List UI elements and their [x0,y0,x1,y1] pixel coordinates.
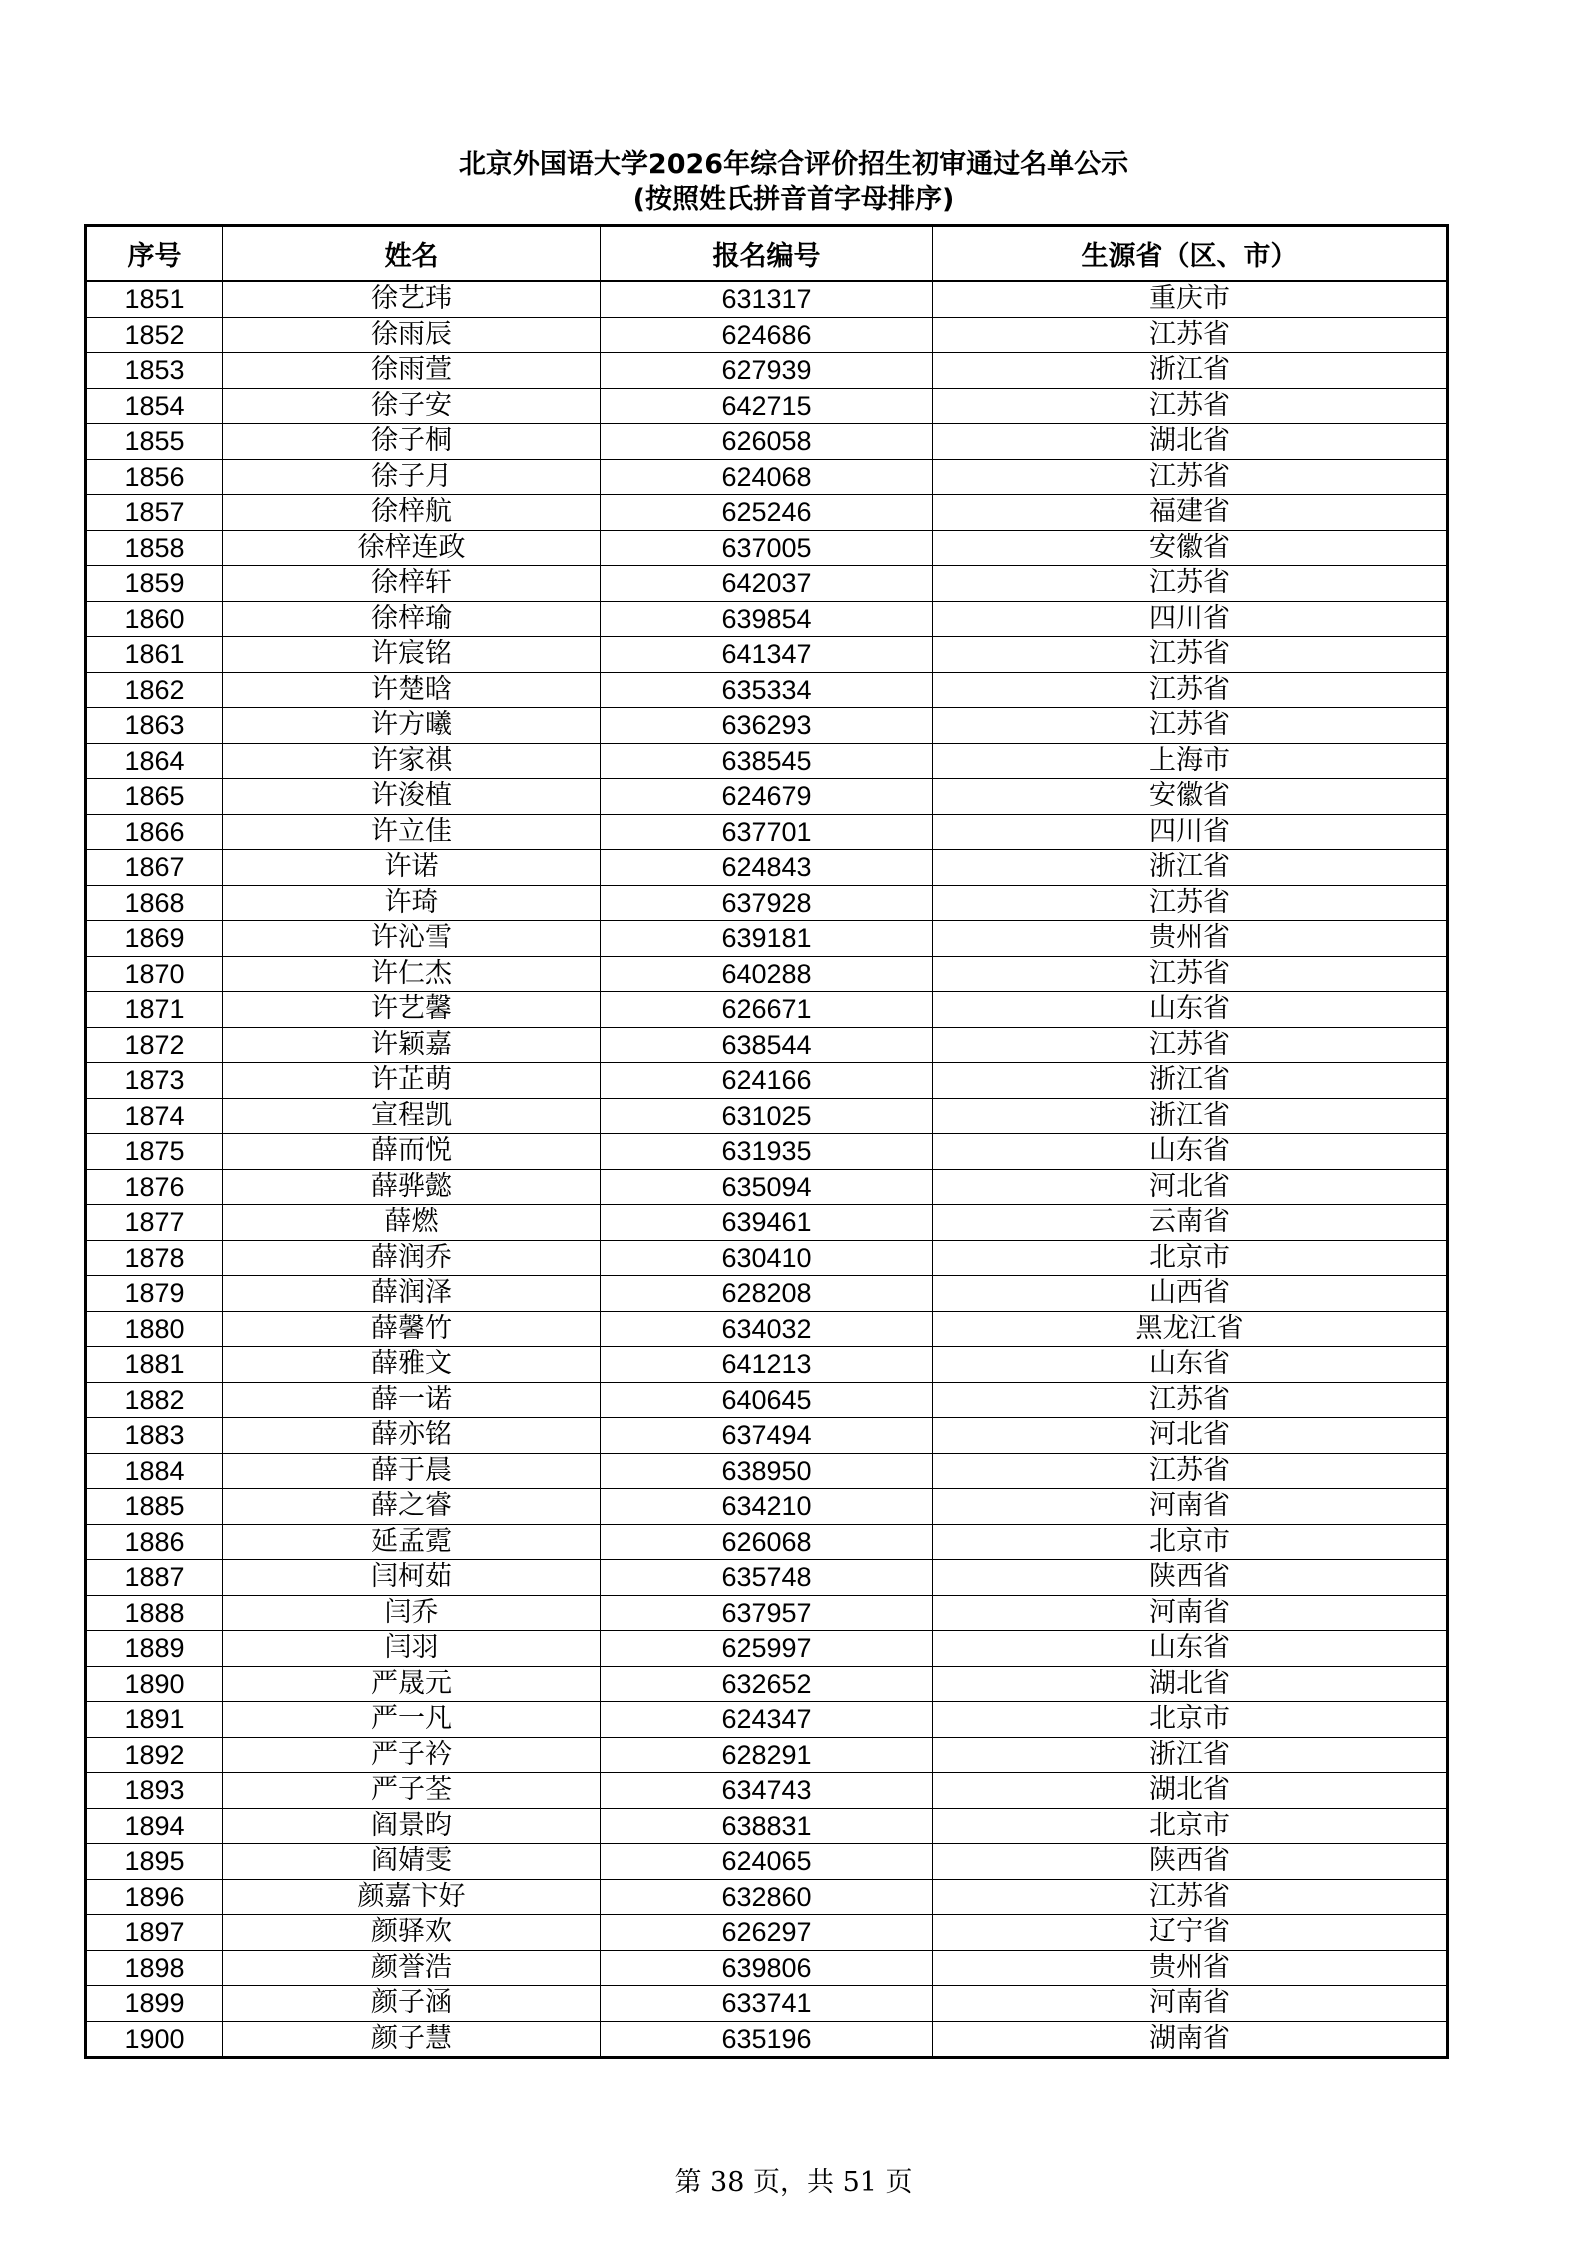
registration-number-cell: 624065 [601,1844,933,1880]
serial-number-cell: 1884 [86,1453,223,1489]
registration-number-cell: 641347 [601,637,933,673]
table-row [86,1595,1448,1631]
origin-province-cell: 河南省 [933,1595,1448,1631]
serial-number-cell: 1885 [86,1489,223,1525]
origin-province-cell: 河北省 [933,1418,1448,1454]
registration-number-cell: 627939 [601,353,933,389]
origin-province-cell: 安徽省 [933,530,1448,566]
name-cell: 徐梓瑜 [223,601,601,637]
origin-province-cell: 江苏省 [933,672,1448,708]
name-cell: 阎景昀 [223,1808,601,1844]
serial-number-cell: 1875 [86,1134,223,1170]
origin-province-cell: 浙江省 [933,1098,1448,1134]
serial-number-cell: 1862 [86,672,223,708]
registration-number-cell: 626058 [601,424,933,460]
name-cell: 薛而悦 [223,1134,601,1170]
table-row [86,424,1448,460]
registration-number-cell: 624166 [601,1063,933,1099]
registration-number-cell: 624679 [601,779,933,815]
origin-province-cell: 湖北省 [933,1666,1448,1702]
registration-number-cell: 628208 [601,1276,933,1312]
table-row [86,353,1448,389]
serial-number-cell: 1868 [86,885,223,921]
name-cell: 薛一诺 [223,1382,601,1418]
name-cell: 延孟霓 [223,1524,601,1560]
origin-province-cell: 贵州省 [933,921,1448,957]
serial-number-cell: 1886 [86,1524,223,1560]
origin-province-cell: 重庆市 [933,281,1448,317]
origin-province-cell: 山东省 [933,992,1448,1028]
serial-number-cell: 1894 [86,1808,223,1844]
header-registration-number: 报名编号 [601,226,933,282]
registration-number-cell: 626068 [601,1524,933,1560]
table-row [86,708,1448,744]
origin-province-cell: 北京市 [933,1240,1448,1276]
table-row [86,1418,1448,1454]
origin-province-cell: 四川省 [933,814,1448,850]
table-row [86,1489,1448,1525]
name-cell: 薛润泽 [223,1276,601,1312]
name-cell: 颜子慧 [223,2021,601,2058]
name-cell: 许芷萌 [223,1063,601,1099]
name-cell: 薛于晨 [223,1453,601,1489]
origin-province-cell: 湖南省 [933,2021,1448,2058]
name-cell: 薛之睿 [223,1489,601,1525]
origin-province-cell: 江苏省 [933,1879,1448,1915]
serial-number-cell: 1882 [86,1382,223,1418]
header-name: 姓名 [223,226,601,282]
name-cell: 阎婧雯 [223,1844,601,1880]
serial-number-cell: 1899 [86,1986,223,2022]
name-cell: 颜嘉卞好 [223,1879,601,1915]
name-cell: 徐雨辰 [223,317,601,353]
table-row [86,1844,1448,1880]
serial-number-cell: 1853 [86,353,223,389]
serial-number-cell: 1880 [86,1311,223,1347]
name-cell: 严子衿 [223,1737,601,1773]
table-row [86,1240,1448,1276]
table-row [86,1027,1448,1063]
registration-number-cell: 628291 [601,1737,933,1773]
name-cell: 许立佳 [223,814,601,850]
registration-number-cell: 639806 [601,1950,933,1986]
origin-province-cell: 四川省 [933,601,1448,637]
table-row [86,1631,1448,1667]
table-row [86,2021,1448,2058]
name-cell: 徐梓轩 [223,566,601,602]
table-row [86,1773,1448,1809]
name-cell: 闫柯茹 [223,1560,601,1596]
registration-number-cell: 635094 [601,1169,933,1205]
origin-province-cell: 贵州省 [933,1950,1448,1986]
serial-number-cell: 1873 [86,1063,223,1099]
serial-number-cell: 1861 [86,637,223,673]
name-cell: 严一凡 [223,1702,601,1738]
table-row [86,921,1448,957]
origin-province-cell: 安徽省 [933,779,1448,815]
table-row [86,459,1448,495]
registration-number-cell: 624843 [601,850,933,886]
origin-province-cell: 山东省 [933,1631,1448,1667]
serial-number-cell: 1887 [86,1560,223,1596]
origin-province-cell: 福建省 [933,495,1448,531]
serial-number-cell: 1859 [86,566,223,602]
table-row [86,1098,1448,1134]
name-cell: 许楚晗 [223,672,601,708]
table-row [86,1950,1448,1986]
origin-province-cell: 江苏省 [933,708,1448,744]
registration-number-cell: 637494 [601,1418,933,1454]
registration-number-cell: 624686 [601,317,933,353]
serial-number-cell: 1878 [86,1240,223,1276]
origin-province-cell: 陕西省 [933,1560,1448,1596]
origin-province-cell: 浙江省 [933,1737,1448,1773]
serial-number-cell: 1874 [86,1098,223,1134]
name-cell: 薛燃 [223,1205,601,1241]
registration-number-cell: 624068 [601,459,933,495]
table-row [86,850,1448,886]
name-cell: 许艺馨 [223,992,601,1028]
table-row [86,1986,1448,2022]
table-row [86,1063,1448,1099]
registration-number-cell: 625246 [601,495,933,531]
table-row [86,637,1448,673]
name-cell: 颜誉浩 [223,1950,601,1986]
serial-number-cell: 1866 [86,814,223,850]
registration-number-cell: 632652 [601,1666,933,1702]
table-row [86,317,1448,353]
serial-number-cell: 1863 [86,708,223,744]
registration-number-cell: 635196 [601,2021,933,2058]
name-cell: 徐子安 [223,388,601,424]
name-cell: 宣程凯 [223,1098,601,1134]
name-cell: 薛骅懿 [223,1169,601,1205]
table-row [86,814,1448,850]
table-row [86,1915,1448,1951]
origin-province-cell: 湖北省 [933,1773,1448,1809]
table-body [86,281,1448,2058]
origin-province-cell: 江苏省 [933,566,1448,602]
registration-number-cell: 625997 [601,1631,933,1667]
registration-number-cell: 642037 [601,566,933,602]
serial-number-cell: 1898 [86,1950,223,1986]
registration-number-cell: 631317 [601,281,933,317]
serial-number-cell: 1872 [86,1027,223,1063]
origin-province-cell: 山西省 [933,1276,1448,1312]
registration-number-cell: 638544 [601,1027,933,1063]
serial-number-cell: 1855 [86,424,223,460]
name-cell: 许琦 [223,885,601,921]
origin-province-cell: 浙江省 [933,353,1448,389]
table-row [86,779,1448,815]
origin-province-cell: 河南省 [933,1489,1448,1525]
name-cell: 薛亦铭 [223,1418,601,1454]
name-cell: 徐梓航 [223,495,601,531]
origin-province-cell: 北京市 [933,1702,1448,1738]
admission-list-table [84,224,1449,2059]
table-row [86,1347,1448,1383]
serial-number-cell: 1867 [86,850,223,886]
table-row [86,992,1448,1028]
serial-number-cell: 1857 [86,495,223,531]
registration-number-cell: 642715 [601,388,933,424]
registration-number-cell: 640645 [601,1382,933,1418]
origin-province-cell: 黑龙江省 [933,1311,1448,1347]
registration-number-cell: 636293 [601,708,933,744]
registration-number-cell: 624347 [601,1702,933,1738]
serial-number-cell: 1877 [86,1205,223,1241]
serial-number-cell: 1865 [86,779,223,815]
name-cell: 许家祺 [223,743,601,779]
serial-number-cell: 1890 [86,1666,223,1702]
origin-province-cell: 北京市 [933,1808,1448,1844]
name-cell: 严子荃 [223,1773,601,1809]
table-row [86,1666,1448,1702]
origin-province-cell: 北京市 [933,1524,1448,1560]
table-row [86,1453,1448,1489]
registration-number-cell: 635748 [601,1560,933,1596]
registration-number-cell: 626671 [601,992,933,1028]
table-row [86,885,1448,921]
registration-number-cell: 637701 [601,814,933,850]
origin-province-cell: 湖北省 [933,424,1448,460]
serial-number-cell: 1856 [86,459,223,495]
name-cell: 徐艺玮 [223,281,601,317]
name-cell: 闫羽 [223,1631,601,1667]
origin-province-cell: 江苏省 [933,1382,1448,1418]
registration-number-cell: 641213 [601,1347,933,1383]
table-row [86,672,1448,708]
origin-province-cell: 上海市 [933,743,1448,779]
table-row [86,1311,1448,1347]
registration-number-cell: 631935 [601,1134,933,1170]
table-row [86,956,1448,992]
serial-number-cell: 1900 [86,2021,223,2058]
registration-number-cell: 637957 [601,1595,933,1631]
serial-number-cell: 1854 [86,388,223,424]
registration-number-cell: 640288 [601,956,933,992]
serial-number-cell: 1879 [86,1276,223,1312]
table-row [86,1382,1448,1418]
origin-province-cell: 陕西省 [933,1844,1448,1880]
origin-province-cell: 河北省 [933,1169,1448,1205]
serial-number-cell: 1888 [86,1595,223,1631]
name-cell: 许浚植 [223,779,601,815]
page-footer: 第 38 页，共 51 页 [674,2167,913,2198]
serial-number-cell: 1851 [86,281,223,317]
table-row [86,1205,1448,1241]
header-serial-number: 序号 [86,226,223,282]
name-cell: 许诺 [223,850,601,886]
registration-number-cell: 638950 [601,1453,933,1489]
origin-province-cell: 浙江省 [933,850,1448,886]
table-header-row [86,226,1448,282]
origin-province-cell: 江苏省 [933,637,1448,673]
table-row [86,1737,1448,1773]
serial-number-cell: 1891 [86,1702,223,1738]
registration-number-cell: 638545 [601,743,933,779]
table-row [86,281,1448,317]
origin-province-cell: 江苏省 [933,317,1448,353]
table-row [86,1808,1448,1844]
name-cell: 薛馨竹 [223,1311,601,1347]
name-cell: 许方曦 [223,708,601,744]
table-row [86,601,1448,637]
origin-province-cell: 江苏省 [933,885,1448,921]
origin-province-cell: 云南省 [933,1205,1448,1241]
registration-number-cell: 639461 [601,1205,933,1241]
table-row [86,495,1448,531]
registration-number-cell: 632860 [601,1879,933,1915]
origin-province-cell: 山东省 [933,1134,1448,1170]
registration-number-cell: 637005 [601,530,933,566]
registration-number-cell: 631025 [601,1098,933,1134]
registration-number-cell: 626297 [601,1915,933,1951]
name-cell: 薛润乔 [223,1240,601,1276]
name-cell: 颜驿欢 [223,1915,601,1951]
table-row [86,1134,1448,1170]
table-row [86,1702,1448,1738]
registration-number-cell: 637928 [601,885,933,921]
header-origin-province: 生源省（区、市） [933,226,1448,282]
serial-number-cell: 1897 [86,1915,223,1951]
name-cell: 许宸铭 [223,637,601,673]
serial-number-cell: 1896 [86,1879,223,1915]
serial-number-cell: 1870 [86,956,223,992]
name-cell: 薛雅文 [223,1347,601,1383]
registration-number-cell: 634032 [601,1311,933,1347]
origin-province-cell: 江苏省 [933,1453,1448,1489]
origin-province-cell: 江苏省 [933,388,1448,424]
origin-province-cell: 山东省 [933,1347,1448,1383]
registration-number-cell: 633741 [601,1986,933,2022]
serial-number-cell: 1871 [86,992,223,1028]
origin-province-cell: 河南省 [933,1986,1448,2022]
registration-number-cell: 638831 [601,1808,933,1844]
name-cell: 许仁杰 [223,956,601,992]
registration-number-cell: 635334 [601,672,933,708]
serial-number-cell: 1895 [86,1844,223,1880]
serial-number-cell: 1881 [86,1347,223,1383]
table-row [86,530,1448,566]
serial-number-cell: 1869 [86,921,223,957]
origin-province-cell: 辽宁省 [933,1915,1448,1951]
table-row [86,1560,1448,1596]
serial-number-cell: 1883 [86,1418,223,1454]
document-subtitle: (按照姓氏拼音首字母排序) [632,184,955,215]
registration-number-cell: 639181 [601,921,933,957]
document-title: 北京外国语大学2026年综合评价招生初审通过名单公示 [458,149,1129,180]
serial-number-cell: 1860 [86,601,223,637]
table-row [86,1169,1448,1205]
name-cell: 徐雨萱 [223,353,601,389]
registration-number-cell: 634210 [601,1489,933,1525]
origin-province-cell: 江苏省 [933,1027,1448,1063]
table-row [86,1524,1448,1560]
serial-number-cell: 1858 [86,530,223,566]
name-cell: 徐子桐 [223,424,601,460]
table-row [86,1276,1448,1312]
name-cell: 严晟元 [223,1666,601,1702]
table-row [86,1879,1448,1915]
table-row [86,388,1448,424]
registration-number-cell: 639854 [601,601,933,637]
serial-number-cell: 1889 [86,1631,223,1667]
origin-province-cell: 浙江省 [933,1063,1448,1099]
serial-number-cell: 1852 [86,317,223,353]
origin-province-cell: 江苏省 [933,459,1448,495]
name-cell: 颜子涵 [223,1986,601,2022]
name-cell: 徐子月 [223,459,601,495]
serial-number-cell: 1893 [86,1773,223,1809]
serial-number-cell: 1864 [86,743,223,779]
name-cell: 闫乔 [223,1595,601,1631]
table-row [86,743,1448,779]
name-cell: 徐梓连政 [223,530,601,566]
registration-number-cell: 630410 [601,1240,933,1276]
name-cell: 许沁雪 [223,921,601,957]
registration-number-cell: 634743 [601,1773,933,1809]
table-row [86,566,1448,602]
origin-province-cell: 江苏省 [933,956,1448,992]
serial-number-cell: 1876 [86,1169,223,1205]
serial-number-cell: 1892 [86,1737,223,1773]
name-cell: 许颖嘉 [223,1027,601,1063]
